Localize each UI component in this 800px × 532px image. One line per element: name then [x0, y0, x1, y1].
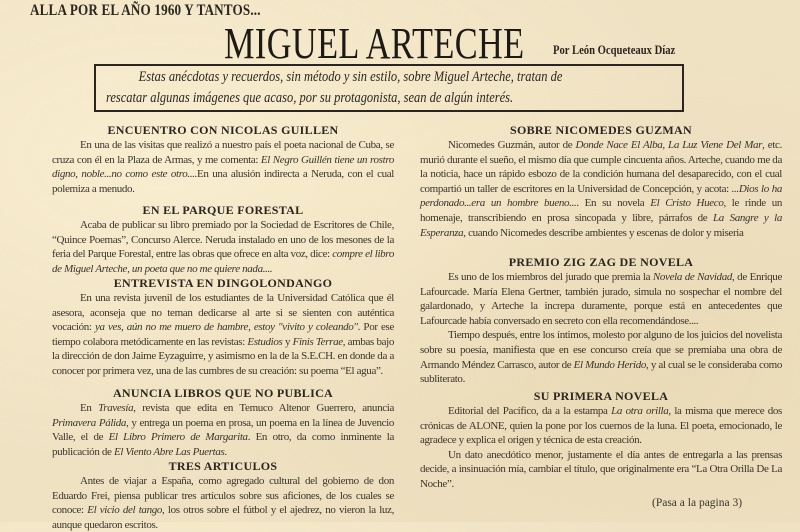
section-heading: PREMIO ZIG ZAG DE NOVELA — [508, 255, 694, 269]
italic-title-text: El vicio del tango — [87, 504, 163, 517]
section-parque-forestal — [52, 203, 394, 276]
text-run: Editorial del Pacífico, da a la estampa — [448, 405, 612, 417]
text-run: y — [282, 335, 293, 348]
paragraph — [420, 448, 782, 492]
italic-title-text: El Mundo Herido — [573, 358, 647, 371]
section-encuentro — [52, 123, 394, 196]
section-heading: ENTREVISTA EN DINGOLONDANGO — [113, 276, 333, 290]
section-tres-articulos — [52, 459, 394, 532]
italic-title-text: El Negro Guillén tiene un rostro digno, noble...no como este otro.... — [52, 153, 394, 181]
text-run: Antes de viajar a España, como agregado cultural del gobierno de don Eduardo Frei, piensa publicar tres artículos sobre sus aficiones, de los cuales se conoce: — [52, 475, 394, 517]
italic-title-text: ya ves, aún no me muero de hambre, estoy "vivito y coleando" — [94, 321, 358, 334]
paragraph — [420, 404, 782, 448]
italic-title-text: La Sangre y la Esperanza — [420, 211, 782, 239]
section-nicomedes-guzman — [420, 123, 782, 240]
text-run: . — [224, 445, 227, 458]
text-run: Tiempo después, entre los íntimos, molesto por alguno de los juicios del novelista sobre su poesía, manifiesta que en ese concurso creía que se premiaba una obra de Armando Méndez Carrasco, autor de — [420, 329, 782, 371]
text-run: Es uno de los miembros del jurado que premia la — [448, 271, 653, 283]
text-run: . Por ese tiempo colabora metódicamente en las revistas: — [52, 321, 394, 348]
text-run: En una alusión indirecta a Neruda, con el cual polemiza a menudo. — [52, 168, 394, 195]
paragraph — [52, 218, 394, 276]
section-premio-zig-zag — [420, 255, 782, 387]
italic-title-text: El Libro Primero de Margarita — [108, 431, 248, 444]
text-run: , y entrega un poema en prosa, un poema en la línea de Juvencio Valle, el de — [52, 416, 394, 444]
italic-title-text: ...Dios lo ha perdonado...era un hombre bueno... — [420, 182, 782, 210]
text-run: , le rinde un homenaje, transcribiendo en prosa sincopada y libre, párrafos de — [420, 197, 782, 224]
intro-box — [94, 64, 684, 112]
section-heading: ENCUENTRO CON NICOLAS GUILLEN — [107, 123, 339, 137]
italic-title-text: Finis Terrae — [292, 335, 343, 348]
italic-title-text: Primavera Pálida — [52, 416, 127, 429]
text-run: , revista que edita en Temuco Altenor Guerrero, anuncia — [133, 402, 394, 414]
italic-title-text: La otra orilla — [611, 405, 669, 417]
text-run: , la misma que merece dos crónicas de ALONE, quien la pone por los cuernos de la luna. El poeta, emocionado, le agradece y explica el origen y técnica de esta creación. — [420, 405, 782, 447]
paragraph — [52, 474, 394, 532]
intro-line: rescatar algunas imágenes que acaso, por su protagonista, sean de algún interés. — [106, 90, 514, 106]
paragraph — [420, 270, 782, 328]
intro-line: Estas anécdotas y recuerdos, sin método y sin estilo, sobre Miguel Arteche, tratan de — [138, 69, 563, 85]
paragraph — [52, 401, 394, 459]
continued-notice: (Pasa a la pagina 3) — [652, 497, 743, 509]
byline: Por León Ocqueteaux Díaz — [553, 43, 676, 57]
text-run: . En su novela — [576, 197, 651, 210]
section-primera-novela — [420, 389, 782, 492]
paragraph — [52, 291, 394, 379]
text-run: , ambas bajo la dirección de don Jaime Eyzaguirre, y asimismo en la de la S.E.CH. en donde da a conocer por primera vez, una de las cumbres de su creación: su poema “El agua”. — [52, 335, 394, 377]
text-run: En — [80, 402, 99, 414]
section-heading: TRES ARTICULOS — [168, 459, 278, 473]
section-anuncia-libros — [52, 386, 394, 459]
text-run: Nicomedes Guzmán, autor de — [448, 139, 576, 151]
text-run: . En otro, da como inminente la publicación de — [52, 431, 395, 458]
text-run: Un dato anecdótico menor, justamente el día antes de entregarla a las prensas decide, a insinuación mía, cambiar el título, que originalmente era “La Otra Orilla De La Noche”. — [420, 448, 782, 490]
text-run: , de Enrique Lafourcade. María Elena Gertner, también jurado, simula no sospechar el nombre del galardonado, y Arteche la increpa duramente, porque está en antecedentes que Lafourcade había conversado en secreto con ella recomendándose.... — [420, 271, 782, 327]
text-run: , cuando Nicomedes describe ambientes y escenas de dolor y miseria — [463, 226, 744, 239]
section-heading: ANUNCIA LIBROS QUE NO PUBLICA — [112, 386, 334, 400]
text-run: , los otros sobre el fútbol y el ajedrez, no vieron la luz, aunque quedaron escritos. — [52, 504, 394, 531]
text-run: En una revista juvenil de los estudiantes de la Universidad Católica que él asesora, aconseja que no teman dedicarse al arte si se sienten con auténtica vocación: — [52, 292, 394, 334]
italic-title-text: Travesía — [98, 402, 134, 414]
kicker: ALLA POR EL AÑO 1960 Y TANTOS... — [30, 2, 261, 19]
section-heading: EN EL PARQUE FORESTAL — [142, 203, 304, 217]
italic-title-text: Novela de Navidad — [652, 271, 733, 283]
italic-title-text: compre el libro de Miguel Arteche, un poeta que no me quiere nada.... — [52, 248, 394, 275]
paragraph — [420, 328, 782, 386]
italic-title-text: El Cristo Hueco — [650, 197, 724, 210]
paragraph — [52, 138, 394, 196]
text-run: En una de las visitas que realizó a nuestro país el poeta nacional de Cuba, se cruza con él en la Plaza de Armas, y me comenta: — [52, 139, 394, 166]
section-heading: SU PRIMERA NOVELA — [533, 389, 669, 403]
section-heading: SOBRE NICOMEDES GUZMAN — [510, 123, 692, 137]
page-title: MIGUEL ARTECHE — [224, 19, 525, 68]
italic-title-text: Donde Nace El Alba, La Luz Viene Del Mar — [575, 139, 763, 151]
text-run: , etc. murió durante el sueño, el mismo día que cumple cincuenta años. Arteche, cuando me da la noticia, hace un rápido esbozo de la condición humana del desaparecido, con el cual compartió un taller de escritores en la Universidad de Concepción, y acota: — [420, 139, 782, 195]
italic-title-text: El Viento Abre Las Puertas — [113, 445, 225, 458]
text-run: , y al cual se le consideraba como subliterato. — [420, 358, 782, 386]
italic-title-text: Estudios — [247, 335, 283, 348]
paragraph — [420, 138, 782, 240]
text-run: Acaba de publicar su libro premiado por la Sociedad de Escritores de Chile, “Quince Poemas”, Concurso Alerce. Neruda instalado en uno de los mesones de la feria del Parque Forestal, entre las obras que ofrece en alta voz, dice: — [52, 219, 394, 261]
section-entrevista — [52, 276, 394, 379]
